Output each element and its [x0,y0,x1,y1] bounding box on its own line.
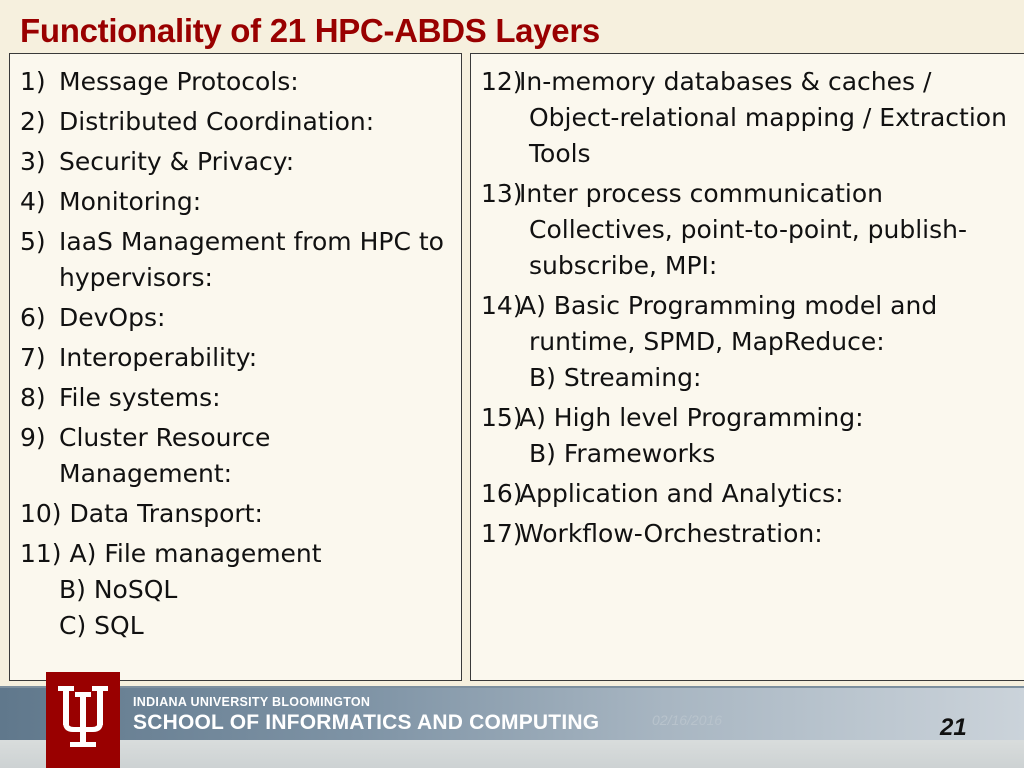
item-text: Interoperability: [59,343,258,372]
item-text-continued: B) Frameworks [529,439,716,468]
item-number: 8) [20,383,46,412]
list-item [481,63,1024,173]
item-text: Inter process communication [519,179,883,208]
iu-trident-icon [58,686,108,754]
item-number: 11) [20,539,62,568]
item-number: 12) [481,67,523,96]
school-name: SCHOOL OF INFORMATICS AND COMPUTING [133,711,600,734]
item-text: Security & Privacy: [59,147,295,176]
item-text: Message Protocols: [59,67,299,96]
item-text: A) File management [69,539,322,568]
item-number: 10) [20,499,62,528]
item-text-continued: Collectives, point-to-point, publish- [529,215,967,244]
list-item [20,339,461,377]
item-number: 7) [20,343,46,372]
item-text: Application and Analytics: [519,479,844,508]
list-item [20,143,461,181]
list-item [20,419,461,493]
item-text: File systems: [59,383,221,412]
item-number: 13) [481,179,523,208]
item-number: 6) [20,303,46,332]
item-number: 1) [20,67,46,96]
list-item [20,535,461,645]
list-item [481,175,1024,285]
item-number: 15) [481,403,523,432]
item-number: 14) [481,291,523,320]
list-item [20,223,461,297]
item-text: A) Basic Programming model and [519,291,938,320]
item-text: Monitoring: [59,187,202,216]
right-list-box [470,53,1024,681]
list-item [20,183,461,221]
list-item [20,103,461,141]
item-text: In-memory databases & caches / [519,67,932,96]
list-item [481,399,1024,473]
university-name: INDIANA UNIVERSITY BLOOMINGTON [133,695,371,709]
item-text: DevOps: [59,303,166,332]
slide-title: Functionality of 21 HPC-ABDS Layers [20,12,600,49]
list-item [481,475,1024,513]
item-text-continued: Management: [59,459,233,488]
list-item [481,287,1024,397]
item-number: 16) [481,479,523,508]
page-number: 21 [940,714,967,741]
item-text-continued: Tools [529,139,591,168]
list-item [20,299,461,337]
list-item [20,379,461,417]
item-number: 4) [20,187,46,216]
item-text-continued: hypervisors: [59,263,213,292]
item-text: Data Transport: [69,499,263,528]
item-number: 17) [481,519,523,548]
list-item [20,63,461,101]
slide-date: 02/16/2016 [652,712,723,728]
item-text: Workflow-Orchestration: [519,519,823,548]
item-text: Cluster Resource [59,423,271,452]
item-text: IaaS Management from HPC to [59,227,444,256]
item-text-continued: runtime, SPMD, MapReduce: [529,327,885,356]
list-item [481,515,1024,553]
item-number: 2) [20,107,46,136]
item-number: 3) [20,147,46,176]
item-text: Distributed Coordination: [59,107,375,136]
iu-logo [46,672,120,768]
item-text-continued: B) NoSQL [59,575,178,604]
item-text-continued: Object-relational mapping / Extraction [529,103,1007,132]
item-text: A) High level Programming: [519,403,864,432]
item-text-continued: C) SQL [59,611,144,640]
item-text-continued: subscribe, MPI: [529,251,718,280]
list-item [20,495,461,533]
item-number: 9) [20,423,46,452]
left-list-box [9,53,462,681]
item-number: 5) [20,227,46,256]
item-text-continued: B) Streaming: [529,363,702,392]
